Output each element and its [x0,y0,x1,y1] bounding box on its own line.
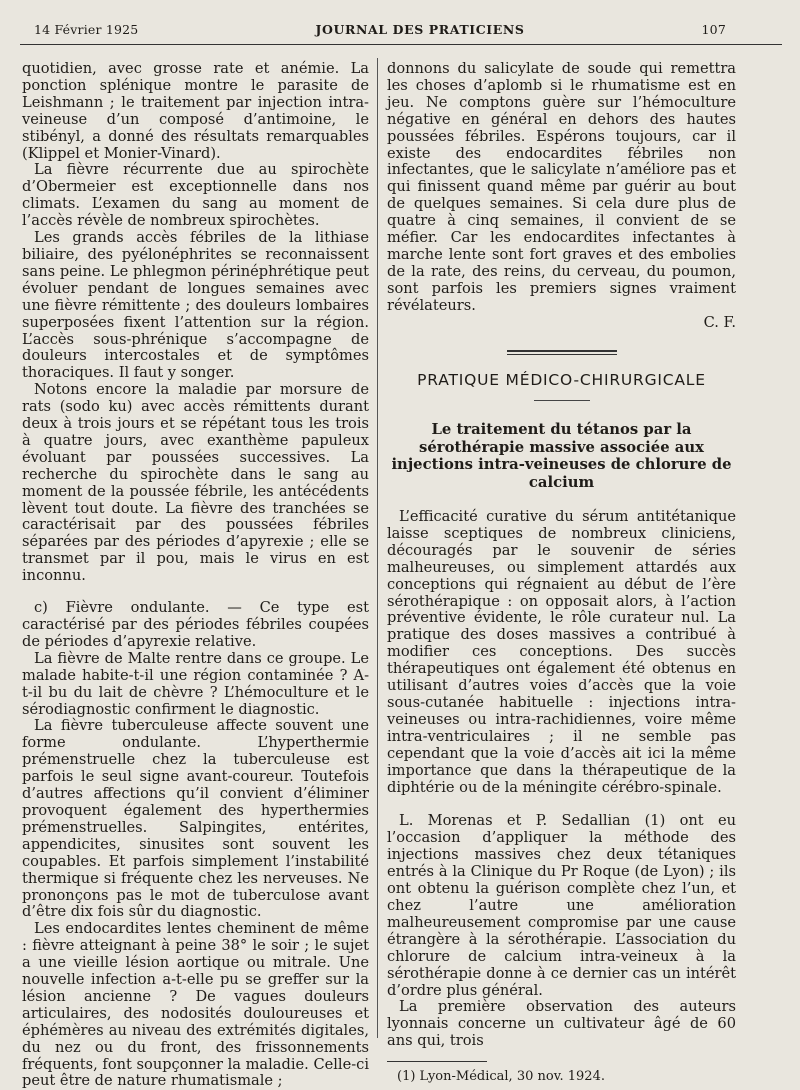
article-title: Le traitement du tétanos par la sérothérapie massive associée aux injections intra-veineuses de chlorure de calcium [391,421,732,491]
left-column [22,61,369,1090]
signature: C. F. [703,313,736,331]
paragraph: L. Morenas et P. Sedallian (1) ont eu l’occasion d’appliquer la méthode des injections massives chez deux tétaniques entrés à la Clinique du Pr Roque (de Lyon) ; ils ont obtenu la guérison complète chez l’un, et chez l’autre une amélioration malheureusement compromise par une cause étrangère à la sérothérapie. L’association du chlorure de calcium intra-veineux à la sérothérapie donne à ce dernier cas un intérêt d’ordre plus général. [387,812,736,999]
section-rule [534,400,590,401]
paragraph: quotidien, avec grosse rate et anémie. La ponction splénique montre le parasite de Leishmann ; le traitement par injection intra-veineuse d’un composé d’antimoine, le stibényl, a donné des résultats remarquables (Klippel et Monier-Vinard). [22,60,369,162]
paragraph: Les grands accès fébriles de la lithiase biliaire, des pyélonéphrites se reconnaissent sans peine. Le phlegmon périnéphrétique peut évoluer pendant de longues semaines avec une fièvre rémittente ; des douleurs lombaires superposées fixent l’attention sur la région. L’accès sous-phrénique s’accompagne de douleurs intercostales et de symptômes thoraciques. Il faut y songer. [22,229,369,382]
column-divider [377,58,378,1038]
page-header [34,22,726,44]
issue-date: 14 Février 1925 [34,22,139,37]
decorative-rule [507,350,617,355]
section-title: PRATIQUE MÉDICO-CHIRURGICALE [417,370,706,389]
paragraph: c) Fièvre ondulante. — Ce type est caractérisé par des périodes fébriles coupées de périodes d’apyrexie relative. [22,599,369,650]
paragraph: Les endocardites lentes cheminent de même : fièvre atteignant à peine 38° le soir ; le sujet a une vieille lésion aortique ou mitrale. Une nouvelle infection a-t-elle pu se greffer sur la lésion ancienne ? De vagues douleurs articulaires, des nodosités douloureuses et éphémères au niveau des extrémités digitales, du nez ou du front, des frissonnements fréquents, font soupçonner la maladie. Celle-ci peut être de nature rhumatismale ; [22,920,369,1090]
paragraph: La fièvre tuberculeuse affecte souvent une forme ondulante. L’hyperthermie prémenstruelle chez la tuberculeuse est parfois le seul signe avant-coureur. Toutefois d’autres affections qu’il convient d’éliminer provoquent également des hyperthermies prémenstruelles. Salpingites, entérites, appendicites, sinusites sont souvent les coupables. Et parfois simplement l’instabilité thermique si fréquente chez les nerveuses. Ne prononçons pas le mot de tuberculose avant d’être dix fois sûr du diagnostic. [22,717,369,921]
paragraph: La fièvre récurrente due au spirochète d’Obermeier est exceptionnelle dans nos climats. L’examen du sang au moment de l’accès révèle de nombreux spirochètes. [22,161,369,230]
paragraph: Notons encore la maladie par morsure de rats (sodo ku) avec accès rémittents durant deux à trois jours et se répétant tous les trois à quatre jours, avec exanthème papuleux évoluant par poussées successives. La recherche du spirochète dans le sang au moment de la poussée fébrile, les antécédents lèvent tout doute. La fièvre des tranchées se caractérisait par des poussées fébriles séparées par des périodes d’apyrexie ; elle se transmet par il pou, mais le virus en est inconnu. [22,381,369,585]
journal-title: JOURNAL DES PRATICIENS [315,22,525,37]
page-number: 107 [701,22,726,37]
paragraph: L’efficacité curative du sérum antitétanique laisse sceptiques de nombreux cliniciens, découragés par le souvenir de séries malheureuses, ou simplement attardés aux conceptions qui régnaient au début de l’ère sérothérapique : on opposait alors, à l’action préventive évidente, le rôle curateur nul. La pratique des doses massives a contribué à modifier ces conceptions. Des succès thérapeutiques ont également été obtenus en utilisant d’autres voies d’accès que la voie sous-cutanée habituelle : injections intra-veineuses ou intra-rachidiennes, voire même intra-ventriculaires ; il ne semble pas cependant que la voie d’accès ait ici la même importance que dans la thérapeutique de la diphtérie ou de la méningite cérébro-spinale. [387,508,736,796]
header-rule [20,44,782,45]
paragraph: La première observation des auteurs lyonnais concerne un cultivateur âgé de 60 ans qui, trois [387,998,736,1050]
footnote-rule [387,1061,487,1062]
right-column [387,61,736,1086]
paragraph: donnons du salicylate de soude qui remettra les choses d’aplomb si le rhumatisme est en jeu. Ne comptons guère sur l’hémoculture négative en général en dehors des hautes poussées fébriles. Espérons toujours, car il existe des endocardites fébriles non infectantes, que le salicylate n’améliore pas et qui finissent quand même par guérir au bout de quelques semaines. Si cela dure plus de quatre à cinq semaines, il convient de se méfier. Car les endocardites infectantes à marche lente sont fort graves et des embolies de la rate, des reins, du cerveau, du poumon, sont parfois les premiers signes vraiment révélateurs. [387,60,736,314]
footnote: (1) Lyon-Médical, 30 nov. 1924. [397,1069,605,1085]
paragraph: La fièvre de Malte rentre dans ce groupe. Le malade habite-t-il une région contaminée ? A-t-il bu du lait de chèvre ? L’hémoculture et le sérodiagnostic confirment le diagnostic. [22,649,369,718]
